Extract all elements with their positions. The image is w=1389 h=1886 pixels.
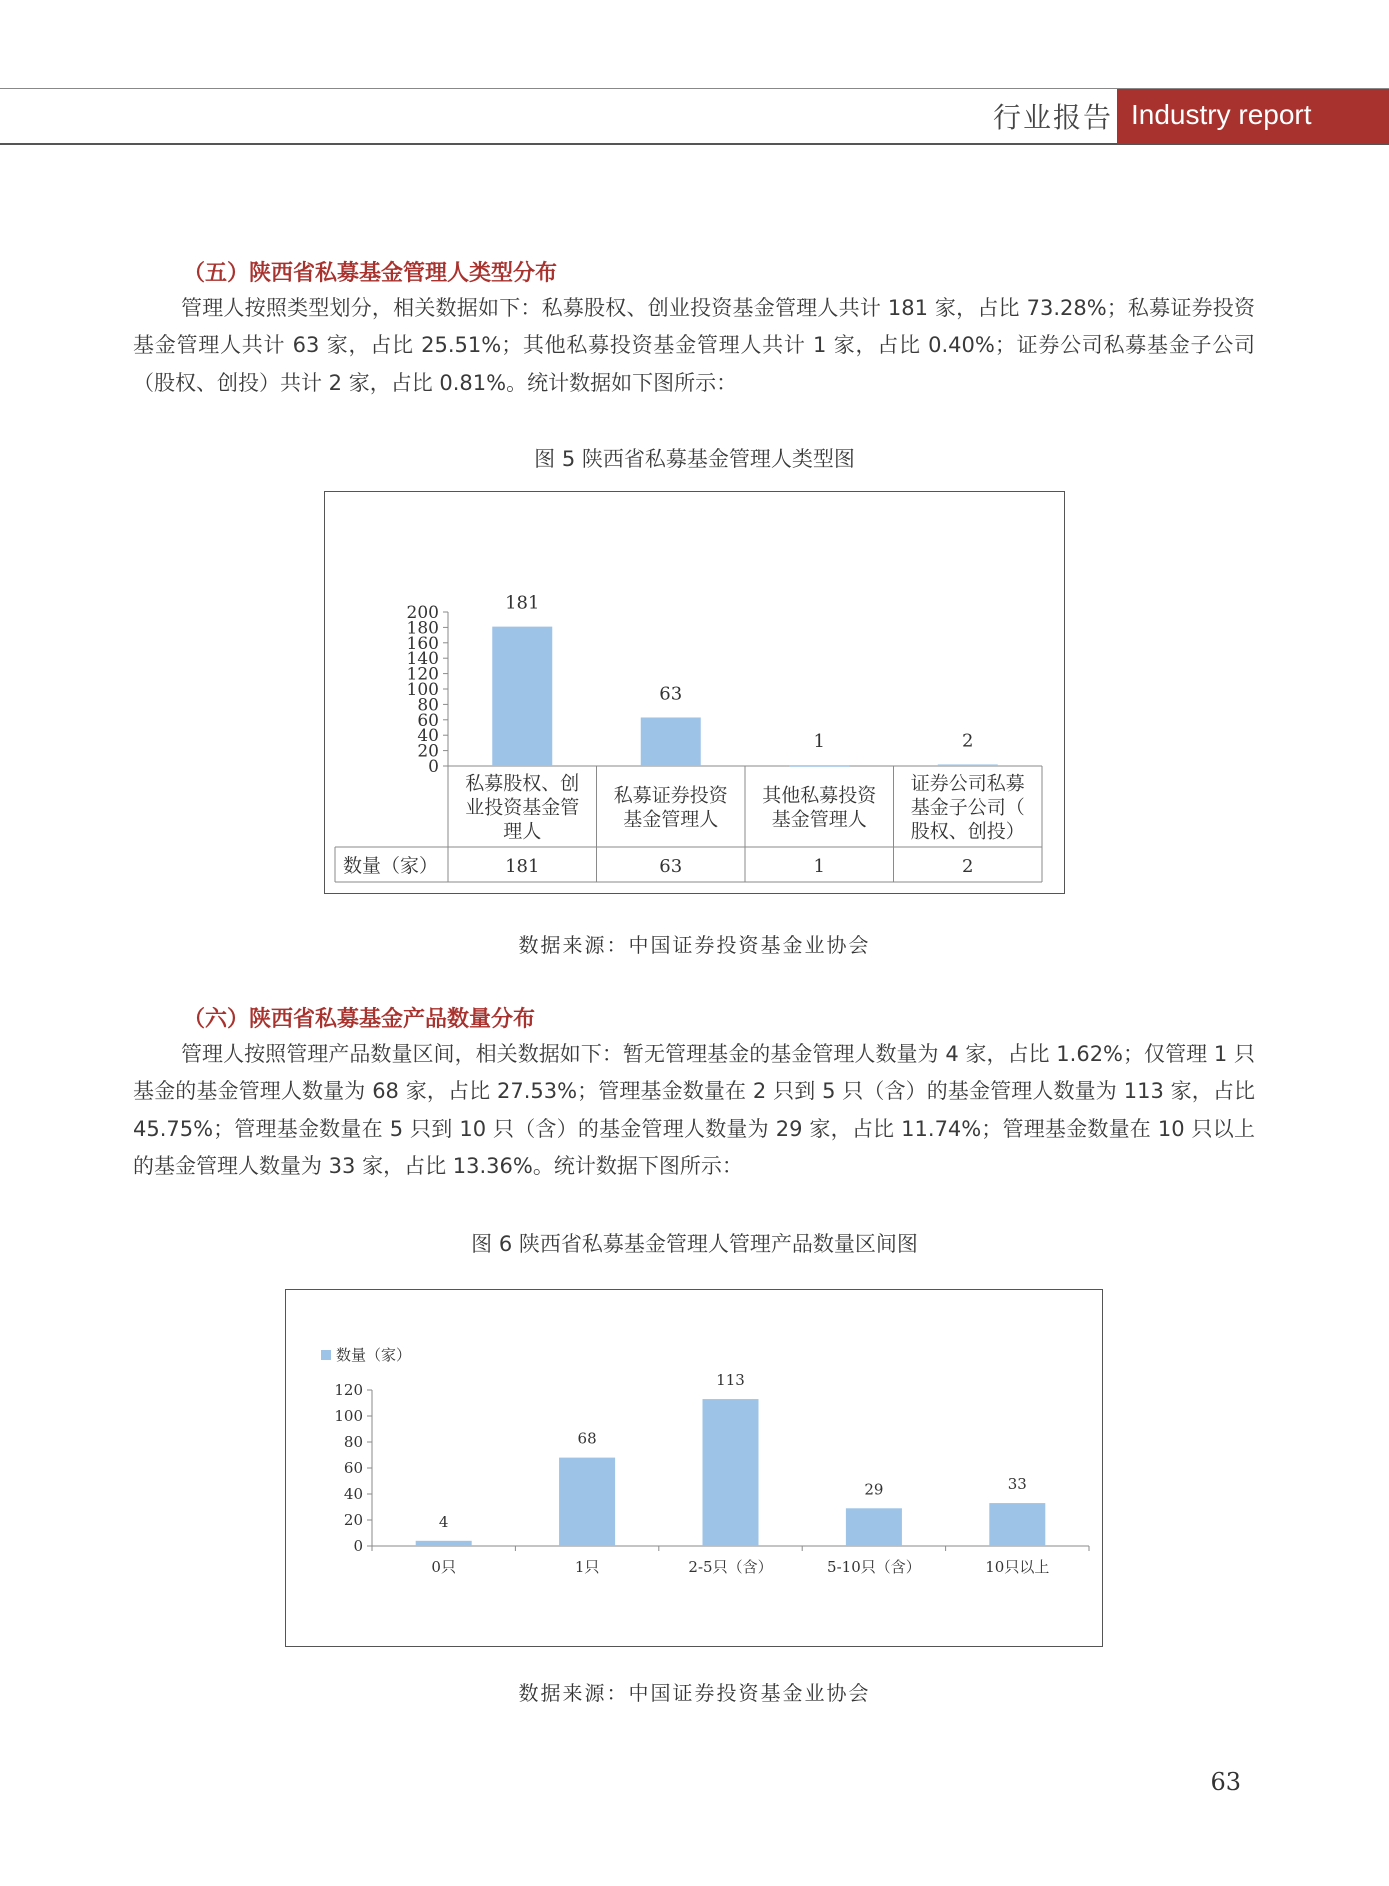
figure5-chart-svg (325, 492, 1064, 893)
table-value: 1 (813, 856, 825, 877)
data-label: 181 (505, 592, 540, 614)
data-label: 113 (716, 1371, 745, 1390)
category-label: 10只以上 (985, 1558, 1050, 1576)
table-series-label: 数量（家） (343, 855, 439, 877)
bar (492, 627, 552, 766)
category-label: 股权、创投） (910, 820, 1025, 843)
category-label: 业投资基金管 (465, 796, 580, 819)
category-label: 1只 (574, 1558, 600, 1576)
y-tick-label: 80 (343, 1433, 363, 1451)
y-tick-label: 60 (343, 1459, 363, 1477)
category-label: 0只 (431, 1558, 456, 1576)
figure5-chart (324, 491, 1065, 894)
category-label: 2-5只（含） (688, 1558, 773, 1576)
y-tick-label: 40 (343, 1485, 363, 1503)
header-rule-bottom (0, 143, 1389, 145)
y-tick-label: 60 (417, 710, 439, 731)
y-tick-label: 40 (417, 726, 439, 747)
figure5-caption: 图 5 陕西省私募基金管理人类型图 (534, 447, 855, 471)
y-tick-label: 120 (406, 664, 439, 685)
category-label: 基金管理人 (623, 808, 719, 831)
data-label: 29 (864, 1480, 884, 1499)
y-tick-label: 0 (353, 1537, 363, 1555)
category-label: 私募证券投资 (613, 784, 728, 807)
bar (703, 1399, 759, 1546)
section5-body (133, 290, 1255, 402)
header-title-cn: 行业报告 (992, 101, 1113, 134)
section6-title: （六）陕西省私募基金产品数量分布 (183, 1007, 536, 1032)
data-label: 1 (813, 731, 825, 753)
category-label: 其他私募投资 (762, 784, 877, 807)
y-tick-label: 0 (428, 757, 439, 777)
y-tick-label: 160 (406, 633, 439, 654)
y-tick-label: 100 (334, 1407, 363, 1425)
page-number: 63 (1210, 1768, 1241, 1796)
y-tick-label: 140 (406, 649, 439, 670)
data-label: 68 (577, 1429, 597, 1448)
category-label: 基金子公司（ (910, 796, 1025, 819)
data-label: 33 (1007, 1475, 1027, 1494)
y-tick-label: 20 (417, 741, 439, 762)
bar (938, 764, 998, 766)
y-tick-label: 180 (406, 618, 439, 639)
legend-label: 数量（家） (336, 1346, 412, 1364)
table-value: 63 (659, 856, 683, 877)
section5-paragraph: 管理人按照类型划分，相关数据如下：私募股权、创业投资基金管理人共计 181 家，占比 73.28%；私募证券投资基金管理人共计 63 家，占比 25.51%；其他私募投资基金管理人共计 1 家，占比 0.40%；证券公司私募基金子公司（股权、创投）共计 2 家，占比 0.81%。统计数据如下图所示： (133, 296, 1255, 395)
table-value: 2 (962, 856, 974, 877)
bar (989, 1503, 1045, 1546)
legend-swatch (321, 1350, 331, 1360)
figure6-chart (285, 1289, 1103, 1647)
y-tick-label: 120 (334, 1381, 363, 1399)
data-label: 4 (438, 1512, 449, 1531)
data-label: 2 (962, 730, 974, 752)
y-tick-label: 80 (417, 695, 439, 716)
y-tick-label: 100 (406, 680, 439, 700)
header-badge (1117, 89, 1389, 143)
bar (559, 1458, 615, 1546)
bar (846, 1508, 902, 1546)
bar (416, 1541, 472, 1546)
category-label: 基金管理人 (771, 808, 867, 831)
data-label: 63 (659, 683, 683, 705)
y-tick-label: 200 (406, 603, 439, 623)
section6-paragraph: 管理人按照管理产品数量区间，相关数据如下：暂无管理基金的基金管理人数量为 4 家，占比 1.62%；仅管理 1 只基金的基金管理人数量为 68 家，占比 27.53%；管理基金数量在 2 只到 5 只（含）的基金管理人数量为 113 家，占比 45.75%；管理基金数量在 5 只到 10 只（含）的基金管理人数量为 29 家，占比 11.74%；管理基金数量在 10 只以上的基金管理人数量为 33 家，占比 13.36%。统计数据下图所示： (133, 1042, 1255, 1178)
bar (789, 765, 849, 767)
category-label: 证券公司私募 (910, 772, 1025, 795)
bar (641, 717, 701, 766)
y-tick-label: 20 (343, 1511, 363, 1529)
figure6-chart-svg (286, 1290, 1102, 1646)
category-label: 理人 (503, 820, 542, 843)
header-title-en: Industry report (1131, 99, 1312, 130)
category-label: 5-10只（含） (827, 1558, 921, 1576)
figure5-source: 数据来源：中国证券投资基金业协会 (518, 933, 871, 957)
table-value: 181 (505, 856, 540, 877)
figure6-caption: 图 6 陕西省私募基金管理人管理产品数量区间图 (471, 1232, 918, 1256)
category-label: 私募股权、创 (465, 772, 580, 795)
section6-body (133, 1036, 1255, 1185)
section5-title: （五）陕西省私募基金管理人类型分布 (183, 261, 558, 286)
figure6-source: 数据来源：中国证券投资基金业协会 (518, 1681, 871, 1705)
